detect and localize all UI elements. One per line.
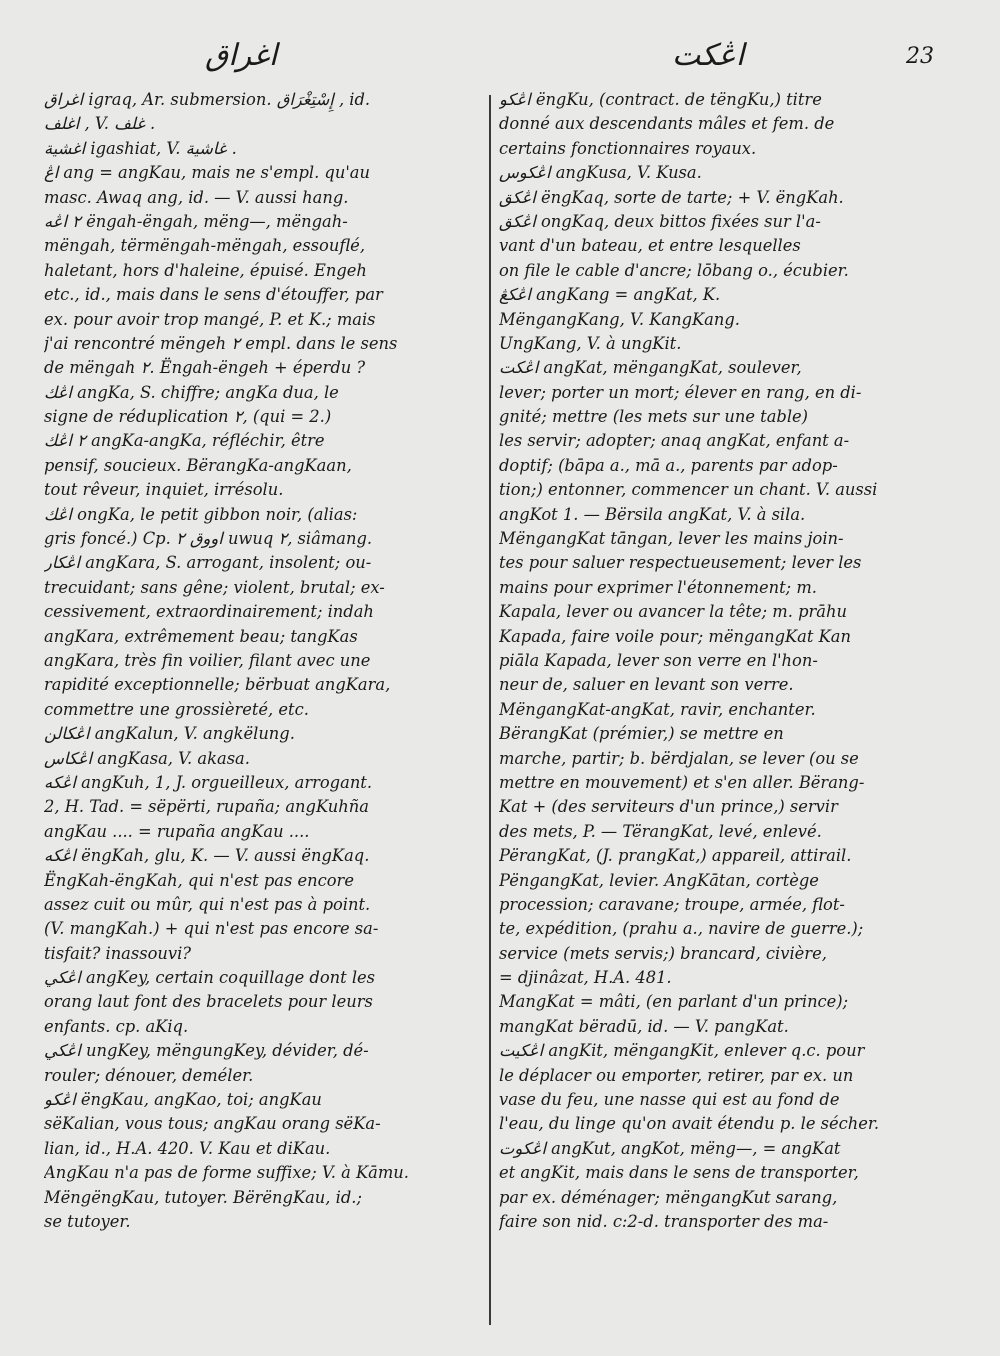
header-center-word: اڠكت bbox=[672, 38, 745, 73]
entry-line: ٢ اڠك angKa-angKa, réfléchir, être bbox=[44, 431, 325, 451]
entry-line: signe de réduplication ٢, (qui = 2.) bbox=[44, 407, 332, 427]
entry-line: MangKat = mâti, (en parlant d'un prince); bbox=[499, 992, 849, 1012]
column-divider bbox=[489, 95, 491, 1325]
entry-line: neur de, saluer en levant son verre. bbox=[499, 675, 794, 695]
entry-line: 2, H. Tad. = sëpërti, rupaña; angKuhña bbox=[44, 797, 369, 817]
entry-line: assez cuit ou mûr, qui n'est pas à point. bbox=[44, 894, 371, 914]
entry-line: gris foncé.) Cp. اووق ٢ uwuq ٢, siâmang. bbox=[44, 529, 373, 549]
entry-line: mangKat bëradū, id. — V. pangKat. bbox=[499, 1016, 789, 1036]
entry-line: angKara, très fin voilier, filant avec une bbox=[44, 650, 371, 670]
entry-line: tion;) entonner, commencer un chant. V. aussi bbox=[499, 480, 878, 500]
entry-line: donné aux descendants mâles et fem. de bbox=[499, 114, 835, 134]
entry-line: vase du feu, une nasse qui est au fond de bbox=[499, 1090, 840, 1110]
entry-line: mettre en mouvement) et s'en aller. Bërang- bbox=[499, 772, 865, 792]
right-column bbox=[499, 88, 965, 1234]
entry-line: sëKalian, vous tous; angKau orang sëKa- bbox=[44, 1114, 381, 1134]
entry-line: اڠكاس angKasa, V. akasa. bbox=[44, 748, 250, 768]
entry-line: gnité; mettre (les mets sur une table) bbox=[499, 407, 809, 427]
entry-line: service (mets servis;) brancard, civière, bbox=[499, 943, 827, 963]
entry-line: j'ai rencontré mëngeh ٢ empl. dans le sens bbox=[44, 333, 398, 353]
entry-line: اڠكي angKey, certain coquillage dont les bbox=[44, 968, 376, 988]
entry-line: angKara, extrêmement beau; tangKas bbox=[44, 626, 358, 646]
entry-line: (V. mangKah.) + qui n'est pas encore sa- bbox=[44, 919, 379, 939]
entry-line: Kapala, lever ou avancer la tête; m. prāhu bbox=[499, 602, 847, 622]
entry-line: اڠك angKa, S. chiffre; angKa dua, le bbox=[44, 382, 339, 402]
entry-line: PërangKat, (J. prangKat,) appareil, attirail. bbox=[499, 846, 852, 866]
entry-line: haletant, hors d'haleine, épuisé. Engeh bbox=[44, 260, 367, 280]
entry-line: اڠكه angKuh, 1, J. orgueilleux, arrogant. bbox=[44, 772, 373, 792]
entry-line: = djinâzat, H.A. 481. bbox=[499, 968, 672, 988]
entry-line: et angKit, mais dans le sens de transporter, bbox=[499, 1163, 859, 1183]
entry-line: pensif, soucieux. BërangKa-angKaan, bbox=[44, 455, 352, 475]
entry-line: اڠكي ungKey, mëngungKey, dévider, dé- bbox=[44, 1041, 369, 1061]
entry-line: etc., id., mais dans le sens d'étouffer, par bbox=[44, 285, 383, 305]
entry-line: اغشية igashiat, V. غاشية . bbox=[44, 138, 237, 158]
entry-line: اڠك ongKa, le petit gibbon noir, (alias: bbox=[44, 504, 358, 524]
entry-line: de mëngah ٢. Ëngah-ëngeh + éperdu ? bbox=[44, 358, 366, 378]
entry-line: اڠكار angKara, S. arrogant, insolent; ou- bbox=[44, 553, 372, 573]
entry-line: اڠكه ëngKah, glu, K. — V. aussi ëngKaq. bbox=[44, 846, 370, 866]
entry-line: Kat + (des serviteurs d'un prince,) servir bbox=[499, 797, 838, 817]
entry-line: UngKang, V. à ungKit. bbox=[499, 333, 682, 353]
entry-line: MëngangKang, V. KangKang. bbox=[499, 309, 740, 329]
entry-line: rapidité exceptionnelle; bërbuat angKara, bbox=[44, 675, 391, 695]
entry-line: lever; porter un mort; élever en rang, en di- bbox=[499, 382, 862, 402]
entry-line: angKot 1. — Bërsila angKat, V. à sila. bbox=[499, 504, 806, 524]
entry-line: MëngangKat-angKat, ravir, enchanter. bbox=[499, 699, 816, 719]
entry-line: BërangKat (prémier,) se mettre en bbox=[499, 724, 784, 744]
left-column bbox=[44, 88, 488, 1234]
entry-line: certains fonctionnaires royaux. bbox=[499, 138, 757, 158]
entry-line: ex. pour avoir trop mangé, P. et K.; mais bbox=[44, 309, 376, 329]
entry-line: enfants. cp. aKiq. bbox=[44, 1016, 189, 1036]
page-number: 23 bbox=[906, 44, 934, 69]
entry-line: MëngëngKau, tutoyer. BërëngKau, id.; bbox=[44, 1187, 362, 1207]
entry-line: te, expédition, (prahu a., navire de guerre.); bbox=[499, 919, 864, 939]
entry-line: tisfait? inassouvi? bbox=[44, 943, 192, 963]
entry-line: le déplacer ou emporter, retirer, par ex. un bbox=[499, 1065, 854, 1085]
entry-line: vant d'un bateau, et entre lesquelles bbox=[499, 236, 801, 256]
entry-line: masc. Awaq ang, id. — V. aussi hang. bbox=[44, 187, 349, 207]
entry-line: mains pour exprimer l'étonnement; m. bbox=[499, 577, 817, 597]
entry-line: اڠكيت angKit, mëngangKit, enlever q.c. pour bbox=[499, 1041, 865, 1061]
entry-line: اڠكق ongKaq, deux bittos fixées sur l'a- bbox=[499, 211, 821, 231]
entry-line: doptif; (bāpa a., mā a., parents par adop- bbox=[499, 455, 838, 475]
entry-line: AngKau n'a pas de forme suffixe; V. à Kāmu. bbox=[44, 1163, 409, 1183]
entry-line: اغلف , V. غلف . bbox=[44, 114, 156, 134]
entry-line: trecuidant; sans gêne; violent, brutal; ex- bbox=[44, 577, 385, 597]
entry-line: orang laut font des bracelets pour leurs bbox=[44, 992, 373, 1012]
entry-line: اڠكڠ angKang = angKat, K. bbox=[499, 285, 721, 305]
entry-line: tout rêveur, inquiet, irrésolu. bbox=[44, 480, 284, 500]
entry-line: اڠ ang = angKau, mais ne s'empl. qu'au bbox=[44, 163, 370, 183]
entry-line: l'eau, du linge qu'on avait étendu p. le sécher. bbox=[499, 1114, 880, 1134]
entry-line: mëngah, tërmëngah-mëngah, essouflé, bbox=[44, 236, 365, 256]
entry-line: marche, partir; b. bërdjalan, se lever (ou se bbox=[499, 748, 859, 768]
entry-line: des mets, P. — TërangKat, levé, enlevé. bbox=[499, 821, 822, 841]
entry-line: lian, id., H.A. 420. V. Kau et diKau. bbox=[44, 1138, 331, 1158]
entry-line: angKau .... = rupaña angKau .... bbox=[44, 821, 310, 841]
entry-line: اڠكو ëngKu, (contract. de tëngKu,) titre bbox=[499, 90, 822, 109]
entry-line: اڠكوت angKut, angKot, mëng—, = angKat bbox=[499, 1138, 841, 1158]
entry-line: اڠكوس angKusa, V. Kusa. bbox=[499, 163, 702, 183]
entry-line: faire son nid. c:2-d. transporter des ma- bbox=[499, 1211, 829, 1231]
header-left-word: اغراق bbox=[205, 38, 278, 73]
entry-line: tes pour saluer respectueusement; lever les bbox=[499, 553, 862, 573]
entry-line: les servir; adopter; anaq angKat, enfant a- bbox=[499, 431, 850, 451]
entry-line: MëngangKat tāngan, lever les mains join- bbox=[499, 529, 844, 549]
entry-line: Kapada, faire voile pour; mëngangKat Kan bbox=[499, 626, 851, 646]
entry-line: commettre une grossièreté, etc. bbox=[44, 699, 309, 719]
entry-line: procession; caravane; troupe, armée, flot- bbox=[499, 894, 845, 914]
entry-line: اڠكق ëngKaq, sorte de tarte; + V. ëngKah. bbox=[499, 187, 844, 207]
entry-line: ËngKah-ëngKah, qui n'est pas encore bbox=[44, 870, 354, 890]
entry-line: اڠكت angKat, mëngangKat, soulever, bbox=[499, 358, 802, 378]
entry-line: اغراق igraq, Ar. submersion. إِسْتِغْرَاق , id. bbox=[44, 90, 371, 109]
entry-line: se tutoyer. bbox=[44, 1211, 131, 1231]
entry-line: par ex. déménager; mëngangKut sarang, bbox=[499, 1187, 838, 1207]
entry-line: ٢ اڠه ëngah-ëngah, mëng—, mëngah- bbox=[44, 211, 348, 231]
entry-line: اڠكو ëngKau, angKao, toi; angKau bbox=[44, 1090, 322, 1110]
entry-line: rouler; dénouer, deméler. bbox=[44, 1065, 254, 1085]
entry-line: piāla Kapada, lever son verre en l'hon- bbox=[499, 650, 818, 670]
entry-line: اڠكالن angKalun, V. angkëlung. bbox=[44, 724, 295, 744]
entry-line: on file le cable d'ancre; lōbang o., écubier. bbox=[499, 260, 849, 280]
entry-line: cessivement, extraordinairement; indah bbox=[44, 602, 374, 622]
entry-line: PëngangKat, levier. AngKātan, cortège bbox=[499, 870, 819, 890]
